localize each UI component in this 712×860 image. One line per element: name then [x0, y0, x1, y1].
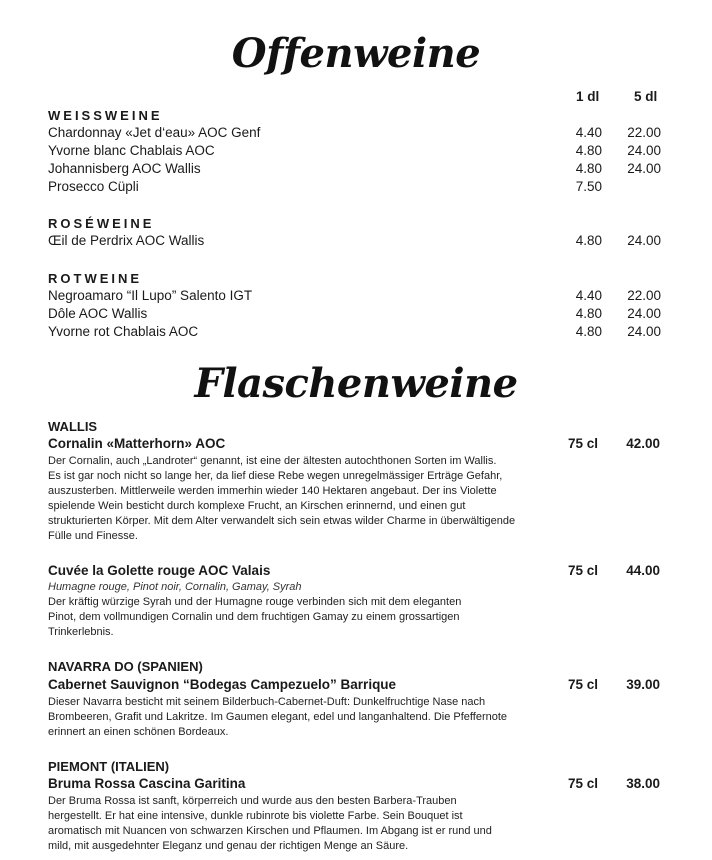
wine-name: Prosecco Cüpli	[48, 179, 139, 194]
price-5dl: 22.00	[627, 125, 661, 140]
description-line: Fülle und Finesse.	[48, 530, 138, 542]
region-heading: NAVARRA DO (SPANIEN)	[48, 659, 203, 674]
wine-description	[48, 595, 538, 640]
wine-row	[48, 306, 662, 324]
description-line: Der Bruma Rossa ist sanft, körperreich und wurde aus den besten Barbera-Trauben	[48, 795, 457, 807]
wine-row	[48, 288, 662, 306]
rose-wines-heading: ROSÉWEINE	[48, 216, 155, 231]
wine-name: Chardonnay «Jet d‘eau» AOC Genf	[48, 125, 261, 140]
bottle-wine-row	[48, 776, 662, 794]
wine-name: Cornalin «Matterhorn» AOC	[48, 436, 226, 451]
description-line: Der kräftig würzige Syrah und der Humagne rouge verbinden sich mit dem eleganten	[48, 596, 462, 608]
price-5dl: 24.00	[627, 143, 661, 158]
wine-row	[48, 324, 662, 342]
description-line: spielende Wein besticht durch komplexe Frucht, an Kirschen erinnernd, und einen gut	[48, 500, 466, 512]
bottle-wine-row	[48, 436, 662, 454]
price-1dl: 4.40	[575, 288, 602, 303]
price-5dl: 24.00	[627, 161, 661, 176]
bottle-size: 75 cl	[567, 563, 598, 578]
wine-name: Œil de Perdrix AOC Wallis	[48, 233, 205, 248]
wine-name: Yvorne blanc Chablais AOC	[48, 143, 215, 158]
price-5dl: 24.00	[627, 306, 661, 321]
price-1dl: 4.80	[575, 324, 602, 339]
price-1dl: 4.40	[575, 125, 602, 140]
red-wines-heading: ROTWEINE	[48, 271, 143, 286]
grape-varieties: Humagne rouge, Pinot noir, Cornalin, Gamay, Syrah	[48, 581, 302, 593]
header-1dl: 1 dl	[576, 89, 600, 104]
wine-name: Cabernet Sauvignon “Bodegas Campezuelo” Barrique	[48, 677, 397, 692]
price-1dl: 4.80	[575, 161, 602, 176]
bottle-wine-row	[48, 563, 662, 581]
wine-row	[48, 125, 662, 143]
price-1dl: 4.80	[575, 143, 602, 158]
description-line: Trinkerlebnis.	[48, 626, 114, 638]
bottle-price: 42.00	[626, 436, 660, 451]
wine-name: Dôle AOC Wallis	[48, 306, 148, 321]
description-line: Es ist gar noch nicht so lange her, da lief diese Rebe wegen unregelmässiger Erträge Gefahr,	[48, 470, 503, 482]
wine-name: Yvorne rot Chablais AOC	[48, 324, 199, 339]
price-5dl: 24.00	[627, 233, 661, 248]
wine-description	[48, 454, 538, 544]
bottle-price: 39.00	[626, 677, 660, 692]
white-wines-heading: WEISSWEINE	[48, 108, 163, 123]
wine-description	[48, 794, 538, 854]
bottle-price: 38.00	[626, 776, 660, 791]
description-line: Der Cornalin, auch „Landroter“ genannt, ist eine der ältesten autochthonen Sorten im Wallis.	[48, 455, 497, 467]
description-line: Pinot, dem vollmundigen Cornalin und dem fruchtigen Gamay zu einem grossartigen	[48, 611, 460, 623]
wine-row	[48, 179, 662, 197]
price-1dl: 4.80	[575, 306, 602, 321]
price-5dl: 22.00	[627, 288, 661, 303]
description-line: Brombeeren, Grafit und Lakritze. Im Gaumen elegant, edel und langanhaltend. Die Pfeffernote	[48, 711, 508, 723]
bottle-size: 75 cl	[567, 776, 598, 791]
bottle-size: 75 cl	[567, 677, 598, 692]
description-line: strukturierten Körper. Mit dem Alter verwandelt sich sein etwas wilder Charme in überwältigende	[48, 515, 516, 527]
region-heading: PIEMONT (ITALIEN)	[48, 759, 170, 774]
bottle-price: 44.00	[626, 563, 660, 578]
description-line: mild, mit ausgedehnter Eleganz und genau der richtigen Menge an Säure.	[48, 840, 409, 852]
wine-row	[48, 161, 662, 179]
open-wines-title: Offenweine	[231, 30, 481, 77]
bottle-wines-title: Flaschenweine	[194, 360, 518, 407]
wine-row	[48, 233, 662, 251]
region-heading: WALLIS	[48, 419, 98, 434]
description-line: aromatisch mit Nuancen von schwarzen Kirschen und Pflaumen. Im Abgang ist er rund und	[48, 825, 492, 837]
description-line: hergestellt. Er hat eine intensive, dunkle rubinrote bis violette Farbe. Sein Bouquet ist	[48, 810, 463, 822]
wine-name: Cuvée la Golette rouge AOC Valais	[48, 563, 271, 578]
bottle-wine-row	[48, 677, 662, 695]
bottle-size: 75 cl	[567, 436, 598, 451]
wine-name: Bruma Rossa Cascina Garitina	[48, 776, 246, 791]
price-1dl: 7.50	[575, 179, 602, 194]
price-5dl: 24.00	[627, 324, 661, 339]
wine-name: Johannisberg AOC Wallis	[48, 161, 201, 176]
description-line: auszusterben. Mittlerweile werden immerhin wieder 140 Hektaren angebaut. Der ins Violette	[48, 485, 497, 497]
price-1dl: 4.80	[575, 233, 602, 248]
wine-description	[48, 695, 538, 740]
description-line: erinnert an einen schönen Bordeaux.	[48, 726, 229, 738]
wine-row	[48, 143, 662, 161]
header-5dl: 5 dl	[634, 89, 658, 104]
description-line: Dieser Navarra besticht mit seinem Bilderbuch-Cabernet-Duft: Dunkelfruchtige Nase nach	[48, 696, 486, 708]
wine-name: Negroamaro “Il Lupo” Salento IGT	[48, 288, 253, 303]
